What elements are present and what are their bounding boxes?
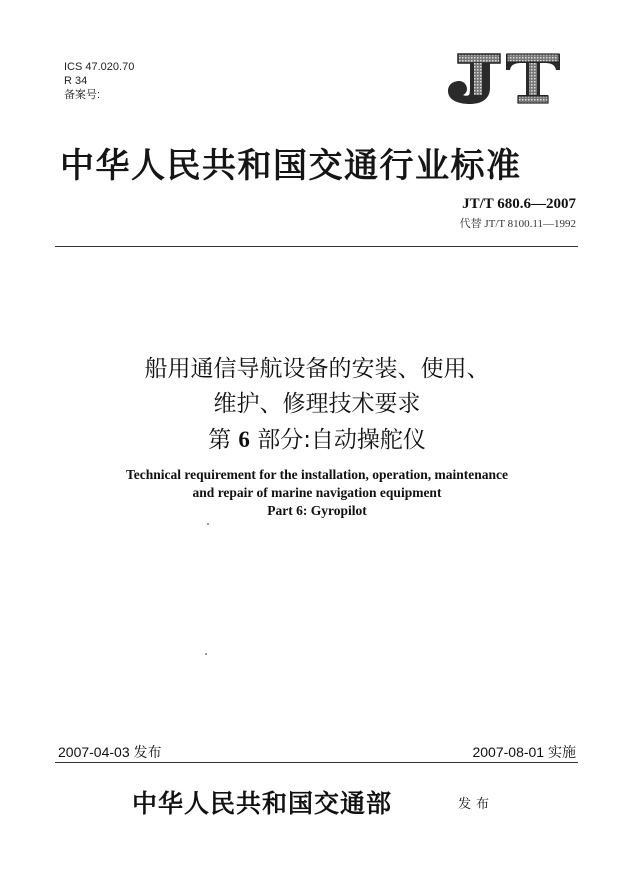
classification-block	[64, 60, 134, 102]
issuing-authority: 中华人民共和国交通部	[132, 789, 393, 818]
bottom-divider	[55, 762, 578, 763]
chinese-title-line-2: 维护、修理技术要求	[213, 391, 421, 417]
chinese-title-line-3	[0, 422, 634, 458]
standard-type-heading: 中华人民共和国交通行业标准	[60, 146, 522, 186]
english-title	[0, 466, 634, 520]
replaces-standard: 代替 JT/T 8100.11—1992	[459, 218, 576, 230]
scan-speck	[207, 523, 209, 525]
top-divider	[55, 246, 578, 247]
english-title-line-3: Part 6: Gyropilot	[267, 503, 367, 518]
part-number: 6	[238, 427, 250, 452]
jt-logo	[444, 48, 562, 106]
ccs-code: R 34	[64, 75, 88, 87]
record-number-label: 备案号:	[64, 89, 101, 101]
ics-code: ICS 47.020.70	[64, 61, 135, 73]
chinese-title-line-1: 船用通信导航设备的安装、使用、	[144, 356, 490, 382]
effective-date: 2007-08-01 实施	[472, 744, 576, 760]
english-title-line-1: Technical requirement for the installation, operation, maintenance	[126, 467, 508, 482]
english-title-line-2: and repair of marine navigation equipment	[192, 485, 442, 500]
issue-action: 发布	[458, 797, 495, 812]
jt-logo-icon	[444, 48, 562, 106]
part-prefix: 第	[208, 427, 232, 453]
scan-speck	[205, 653, 207, 655]
issue-date: 2007-04-03 发布	[58, 744, 162, 760]
standard-code: JT/T 680.6—2007	[462, 196, 576, 212]
chinese-title	[0, 352, 634, 458]
part-suffix: 部分:自动操舵仪	[257, 427, 426, 453]
